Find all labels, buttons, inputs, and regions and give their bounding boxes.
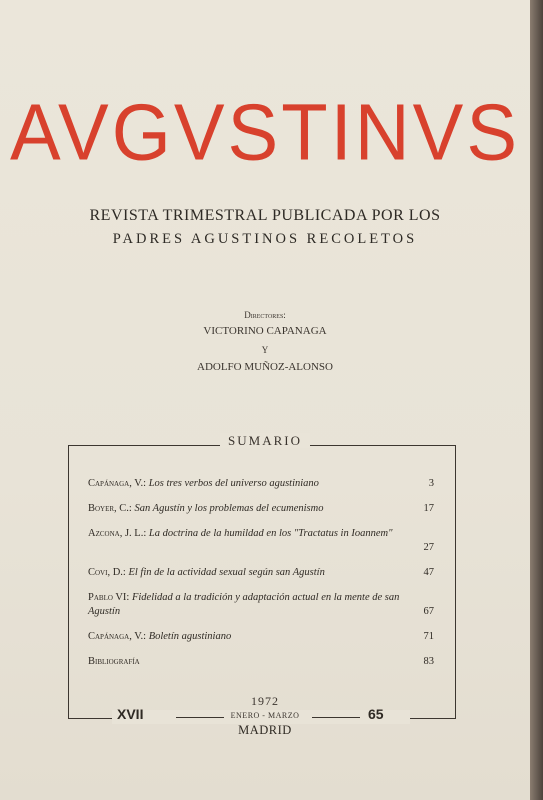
summary-entry: [88, 630, 434, 644]
director-name-1: VICTORINO CAPANAGA: [203, 325, 327, 337]
issue-year: 1972: [251, 694, 279, 708]
entry-page: 17: [423, 503, 434, 514]
entry-page: 3: [428, 478, 434, 489]
entry-author: Covi, D.:: [88, 567, 126, 578]
entry-author: Bibliografía: [88, 656, 140, 667]
subtitle-line-1: REVISTA TRIMESTRAL PUBLICADA POR LOS: [89, 207, 441, 224]
subtitle-line-2: PADRES AGUSTINOS RECOLETOS: [112, 231, 418, 247]
entry-author: Boyer, C.:: [88, 503, 132, 514]
magazine-title: AVGVSTINVS: [9, 87, 521, 178]
entry-title: Boletín agustiniano: [148, 631, 232, 642]
summary-entry: [88, 477, 434, 491]
issue-city: MADRID: [238, 723, 292, 737]
entry-title: Los tres verbos del universo agustiniano: [148, 478, 319, 489]
summary-heading: SUMARIO: [0, 433, 530, 449]
entry-author: Capánaga, V.:: [88, 631, 147, 642]
issue-volume: XVII: [117, 706, 144, 722]
entry-author: Pablo VI:: [88, 592, 130, 603]
summary-entry: [88, 655, 434, 669]
entry-title: La doctrina de la humildad en los "Tractatus in Ioannem": [148, 528, 393, 539]
summary-entry: [88, 591, 434, 619]
entry-author: Azcona, J. L.:: [88, 528, 147, 539]
entry-page: 27: [423, 542, 434, 553]
entry-title: Fidelidad a la tradición y adaptación actual en la mente de san Agustín: [88, 592, 400, 617]
entry-title: El fin de la actividad sexual según san Agustín: [128, 567, 325, 578]
entry-author: Capánaga, V.:: [88, 478, 147, 489]
issue-number: 65: [368, 706, 384, 722]
divider-right: [312, 717, 360, 718]
directors-conjunction: Y: [261, 345, 269, 355]
summary-entry: [88, 566, 434, 580]
entry-title: San Agustín y los problemas del ecumenismo: [134, 503, 324, 514]
entry-page: 67: [423, 606, 434, 617]
summary-entry: [88, 502, 434, 516]
directors-label: Directores:: [244, 310, 286, 320]
entry-page: 83: [423, 656, 434, 667]
entry-page: 47: [423, 567, 434, 578]
entry-page: 71: [423, 631, 434, 642]
issue-months: ENERO - MARZO: [230, 711, 300, 720]
background-edge: [530, 0, 543, 800]
summary-entry: [88, 527, 434, 555]
director-name-2: ADOLFO MUÑOZ-ALONSO: [197, 361, 333, 373]
